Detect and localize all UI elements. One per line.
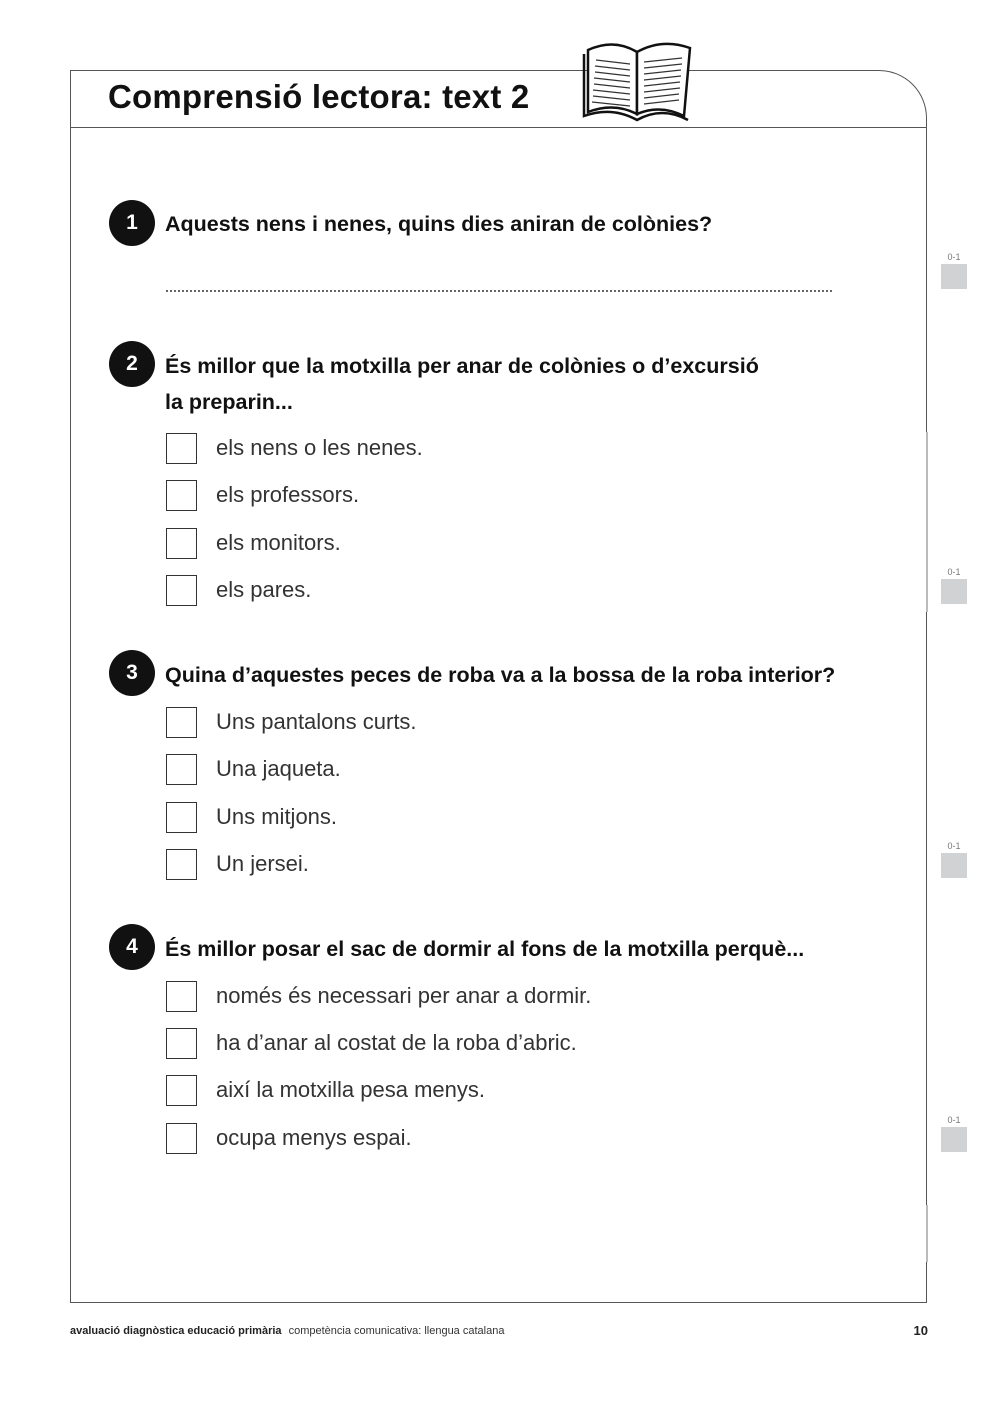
- score-box[interactable]: [941, 264, 967, 289]
- option-label: Uns pantalons curts.: [216, 709, 417, 734]
- answer-checkbox[interactable]: [166, 528, 197, 559]
- score-3: [941, 841, 967, 878]
- open-book-icon: [580, 36, 698, 122]
- question-2-line-2: la preparin...: [165, 390, 293, 414]
- header-divider: [70, 127, 927, 128]
- option-label: Una jaqueta.: [216, 756, 341, 781]
- question-2-line-1: És millor que la motxilla per anar de colònies o d’excursió: [165, 354, 759, 378]
- option-item[interactable]: [166, 1025, 577, 1061]
- option-item[interactable]: [166, 799, 337, 835]
- option-label: ocupa menys espai.: [216, 1125, 412, 1150]
- answer-checkbox[interactable]: [166, 754, 197, 785]
- answer-checkbox[interactable]: [166, 802, 197, 833]
- option-label: així la motxilla pesa menys.: [216, 1077, 485, 1102]
- answer-checkbox[interactable]: [166, 433, 197, 464]
- answer-checkbox[interactable]: [166, 1075, 197, 1106]
- question-number-badge: 4: [109, 924, 155, 970]
- option-item[interactable]: [166, 430, 423, 466]
- answer-line[interactable]: [166, 276, 832, 292]
- question-2-text: [165, 348, 759, 420]
- footer-subject: competència comunicativa: llengua catalana: [288, 1325, 505, 1337]
- margin-bar: [926, 432, 928, 612]
- option-item[interactable]: [166, 704, 417, 740]
- option-label: els pares.: [216, 577, 312, 602]
- score-box[interactable]: [941, 853, 967, 878]
- answer-checkbox[interactable]: [166, 849, 197, 880]
- score-1: [941, 252, 967, 289]
- option-item[interactable]: [166, 751, 341, 787]
- answer-checkbox[interactable]: [166, 480, 197, 511]
- answer-checkbox[interactable]: [166, 1123, 197, 1154]
- footer-series: avaluació diagnòstica educació primària: [70, 1325, 282, 1337]
- score-box[interactable]: [941, 579, 967, 604]
- question-1-text: Aquests nens i nenes, quins dies aniran de colònies?: [165, 212, 713, 236]
- answer-checkbox[interactable]: [166, 707, 197, 738]
- answer-checkbox[interactable]: [166, 1028, 197, 1059]
- question-number-badge: 1: [109, 200, 155, 246]
- option-label: els professors.: [216, 482, 360, 507]
- score-label: 0-1: [947, 567, 961, 577]
- question-number-badge: 2: [109, 341, 155, 387]
- score-2: [941, 567, 967, 604]
- option-item[interactable]: [166, 1072, 485, 1108]
- option-label: els monitors.: [216, 530, 341, 555]
- option-label: només és necessari per anar a dormir.: [216, 983, 592, 1008]
- page-footer: [70, 1325, 504, 1337]
- question-number-badge: 3: [109, 650, 155, 696]
- answer-checkbox[interactable]: [166, 981, 197, 1012]
- score-label: 0-1: [947, 841, 961, 851]
- page-number: 10: [913, 1323, 928, 1338]
- option-label: ha d’anar al costat de la roba d’abric.: [216, 1030, 577, 1055]
- score-label: 0-1: [947, 1115, 961, 1125]
- answer-checkbox[interactable]: [166, 575, 197, 606]
- score-label: 0-1: [947, 252, 961, 262]
- score-box[interactable]: [941, 1127, 967, 1152]
- page-title: Comprensió lectora: text 2: [108, 78, 530, 115]
- option-label: Uns mitjons.: [216, 804, 338, 829]
- option-item[interactable]: [166, 572, 311, 608]
- question-3-text: Quina d’aquestes peces de roba va a la bossa de la roba interior?: [165, 663, 836, 687]
- question-4-text: És millor posar el sac de dormir al fons de la motxilla perquè...: [165, 937, 805, 961]
- option-item[interactable]: [166, 846, 309, 882]
- score-4: [941, 1115, 967, 1152]
- margin-bar: [926, 1205, 928, 1262]
- option-item[interactable]: [166, 477, 359, 513]
- option-item[interactable]: [166, 978, 591, 1014]
- option-label: els nens o les nenes.: [216, 435, 423, 460]
- option-label: Un jersei.: [216, 851, 309, 876]
- option-item[interactable]: [166, 525, 341, 561]
- option-item[interactable]: [166, 1120, 412, 1156]
